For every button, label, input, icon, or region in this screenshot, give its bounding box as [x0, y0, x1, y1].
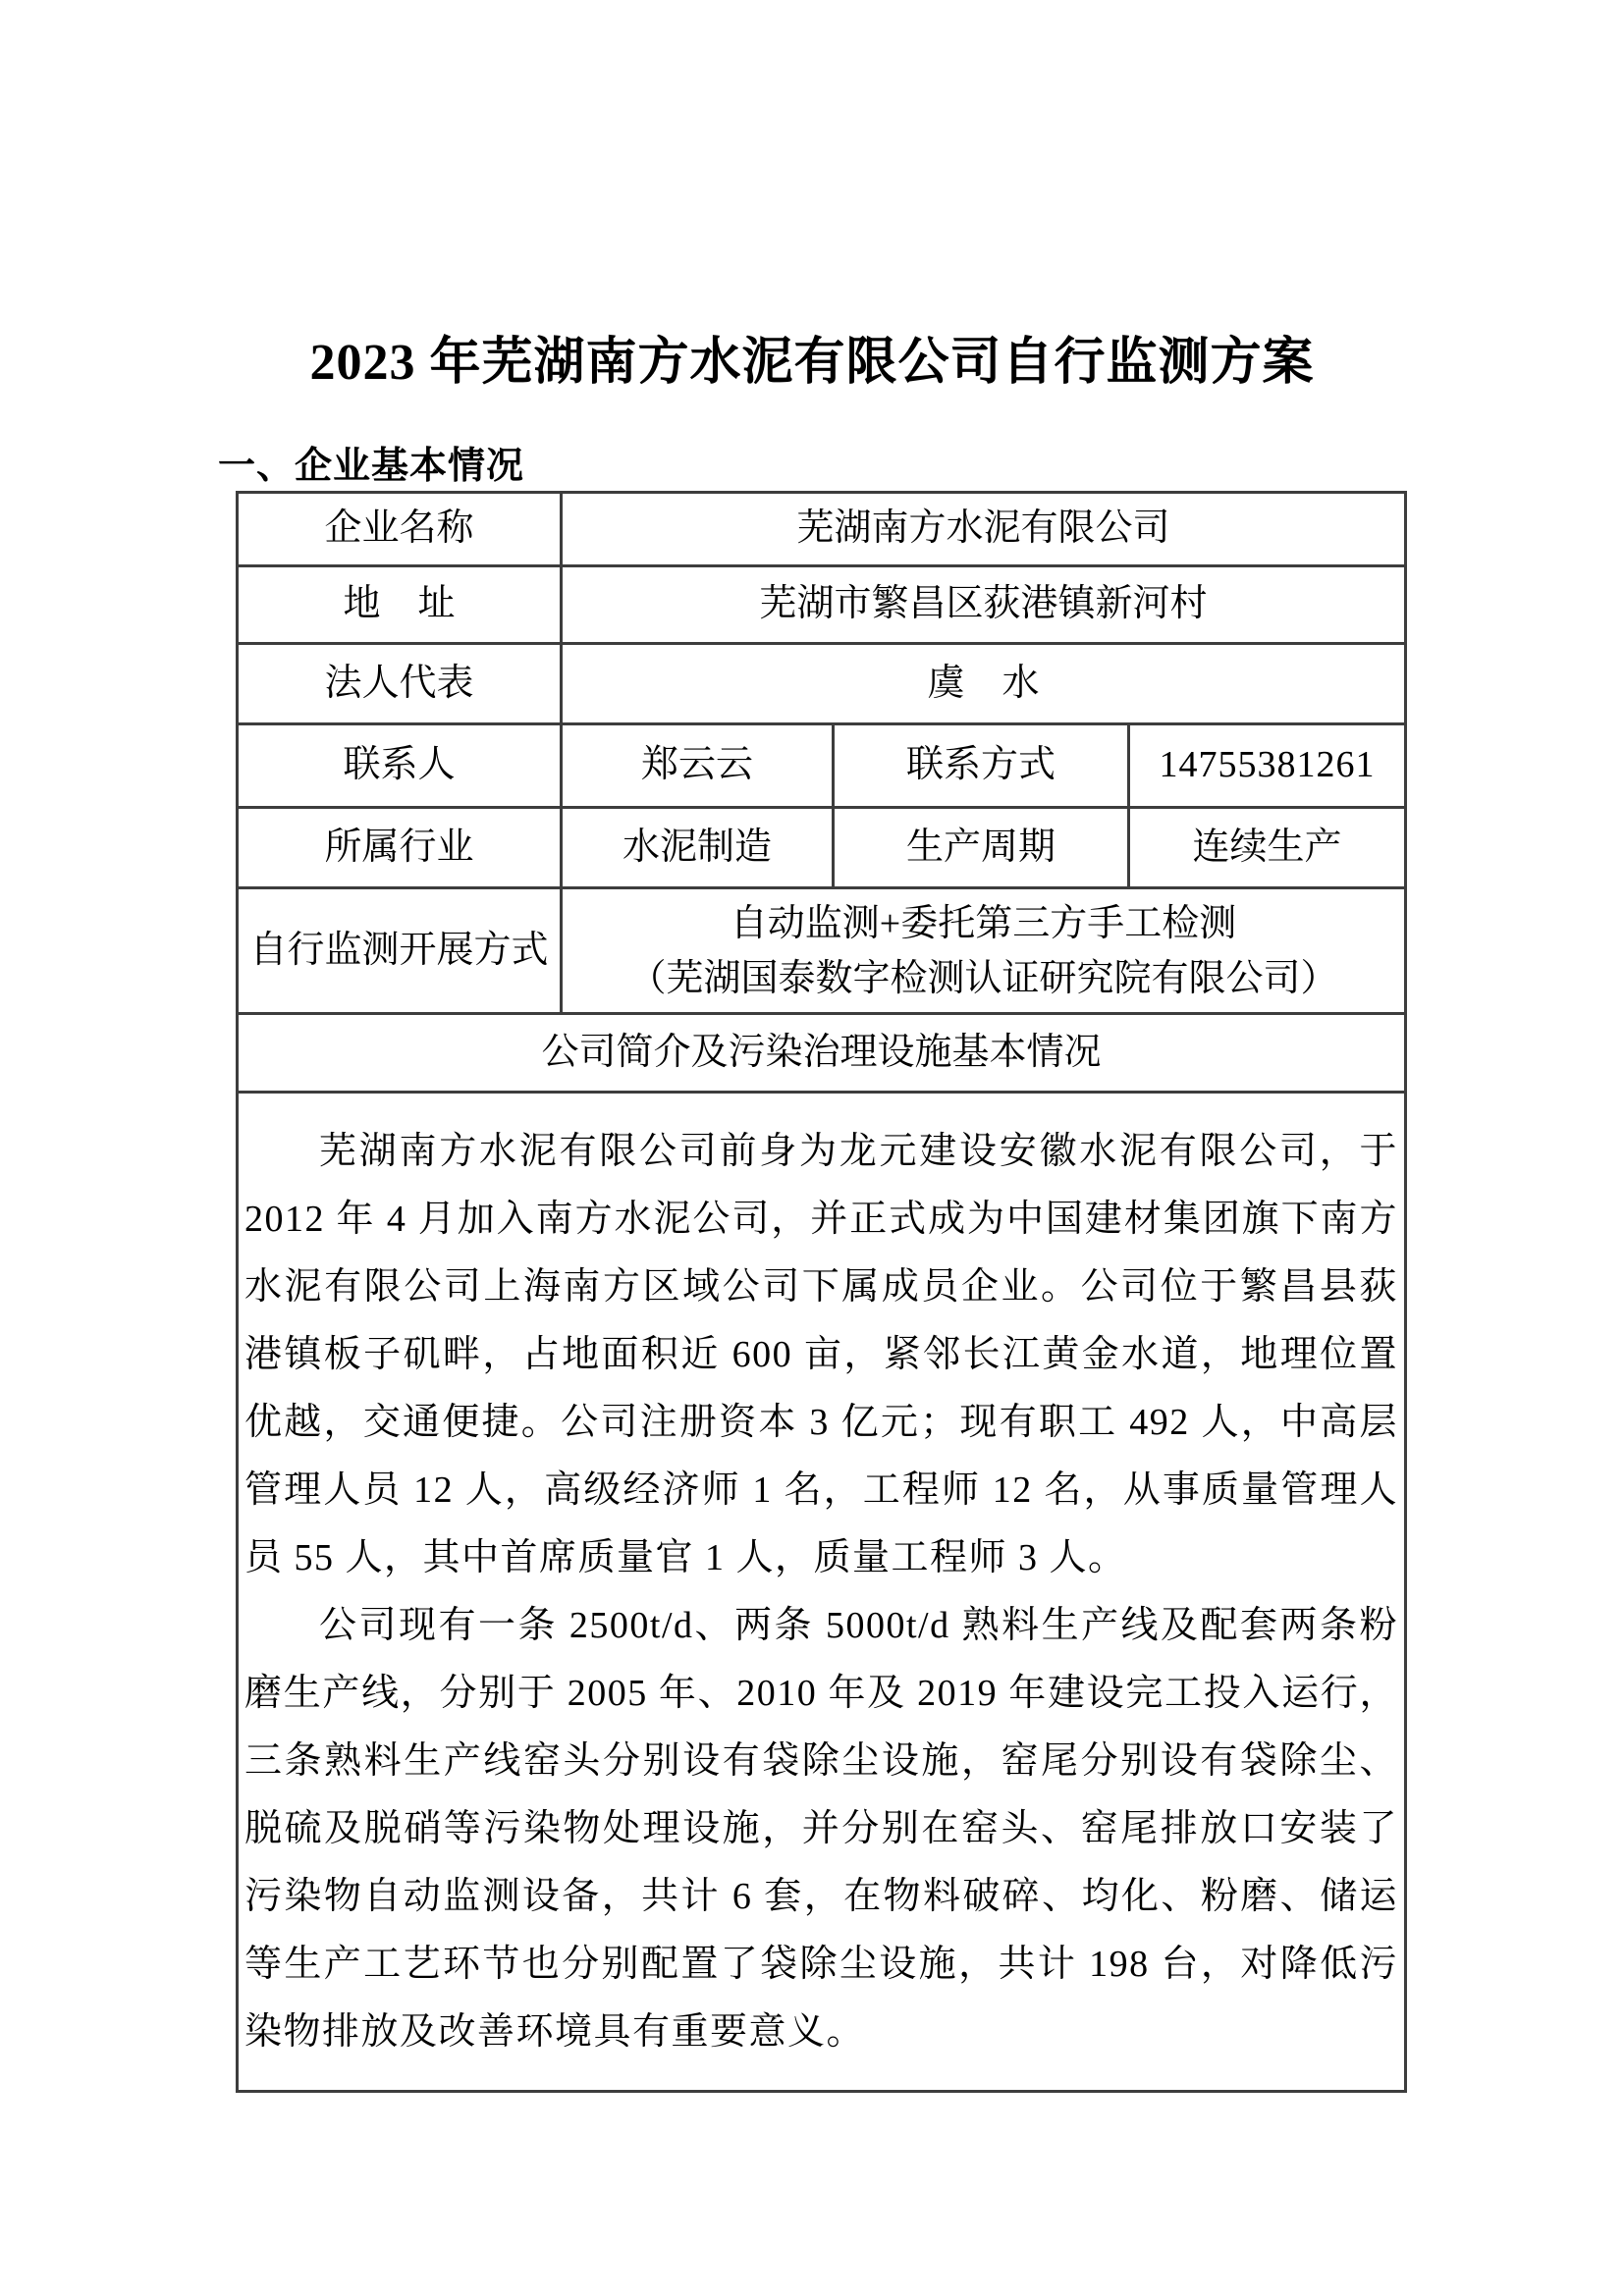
section-heading: 一、企业基本情况 [218, 446, 525, 487]
table-row-address [238, 566, 1406, 644]
company-name-value: 芜湖南方水泥有限公司 [562, 493, 1406, 566]
address-label: 地 址 [238, 566, 562, 644]
address-value: 芜湖市繁昌区荻港镇新河村 [562, 566, 1406, 644]
legal-representative-value: 虞 水 [562, 644, 1406, 724]
production-cycle-value: 连续生产 [1129, 808, 1406, 888]
monitoring-mode-value-line1: 自动监测+委托第三方手工检测 [730, 902, 1237, 944]
monitoring-mode-value-line2: （芜湖国泰数字检测认证研究院有限公司） [628, 957, 1338, 999]
contact-method-label: 联系方式 [834, 724, 1129, 808]
monitoring-mode-label: 自行监测开展方式 [238, 888, 562, 1014]
profile-section-header: 公司简介及污染治理设施基本情况 [238, 1014, 1406, 1093]
document-title: 2023 年芜湖南方水泥有限公司自行监测方案 [309, 335, 1315, 391]
profile-paragraph-2: 公司现有一条 2500t/d、两条 5000t/d 熟料生产线及配套两条粉磨生产线，分别于 2005 年、2010 年及 2019 年建设完工投入运行，三条熟料生产线窑头分别设有袋除尘设施，窑尾分别设有袋除尘、脱硫及脱硝等污染物处理设施，并分别在窑头、窑尾排放口安装了污染物自动监测设备，共计 6 套，在物料破碎、均化、粉磨、储运等生产工艺环节也分别配置了袋除尘设施，共计 198 台，对降低污染物排放及改善环境具有重要意义。 [244, 1604, 1398, 2053]
table-row-monitoring-mode [238, 888, 1406, 1014]
company-name-label: 企业名称 [238, 493, 562, 566]
table-row-legal-representative [238, 644, 1406, 724]
table-row-profile-header [238, 1014, 1406, 1093]
industry-value: 水泥制造 [562, 808, 834, 888]
contact-person-label: 联系人 [238, 724, 562, 808]
table-row-company-name [238, 493, 1406, 566]
company-info-table [236, 491, 1407, 2093]
monitoring-mode-value [562, 888, 1406, 1014]
legal-representative-label: 法人代表 [238, 644, 562, 724]
profile-body-cell [238, 1093, 1406, 2092]
industry-label: 所属行业 [238, 808, 562, 888]
profile-paragraph-1: 芜湖南方水泥有限公司前身为龙元建设安徽水泥有限公司，于 2012 年 4 月加入南方水泥公司，并正式成为中国建材集团旗下南方水泥有限公司上海南方区域公司下属成员企业。公司位于繁昌县荻港镇板子矶畔，占地面积近 600 亩，紧邻长江黄金水道，地理位置优越，交通便捷。公司注册资本 3 亿元；现有职工 492 人，中高层管理人员 12 人，高级经济师 1 名，工程师 12 名，从事质量管理人员 55 人，其中首席质量官 1 人，质量工程师 3 人。 [244, 1130, 1398, 1578]
table-row-contact [238, 724, 1406, 808]
table-row-profile-body [238, 1093, 1406, 2092]
production-cycle-label: 生产周期 [834, 808, 1129, 888]
contact-method-value: 14755381261 [1129, 724, 1406, 808]
contact-person-value: 郑云云 [562, 724, 834, 808]
table-row-industry [238, 808, 1406, 888]
